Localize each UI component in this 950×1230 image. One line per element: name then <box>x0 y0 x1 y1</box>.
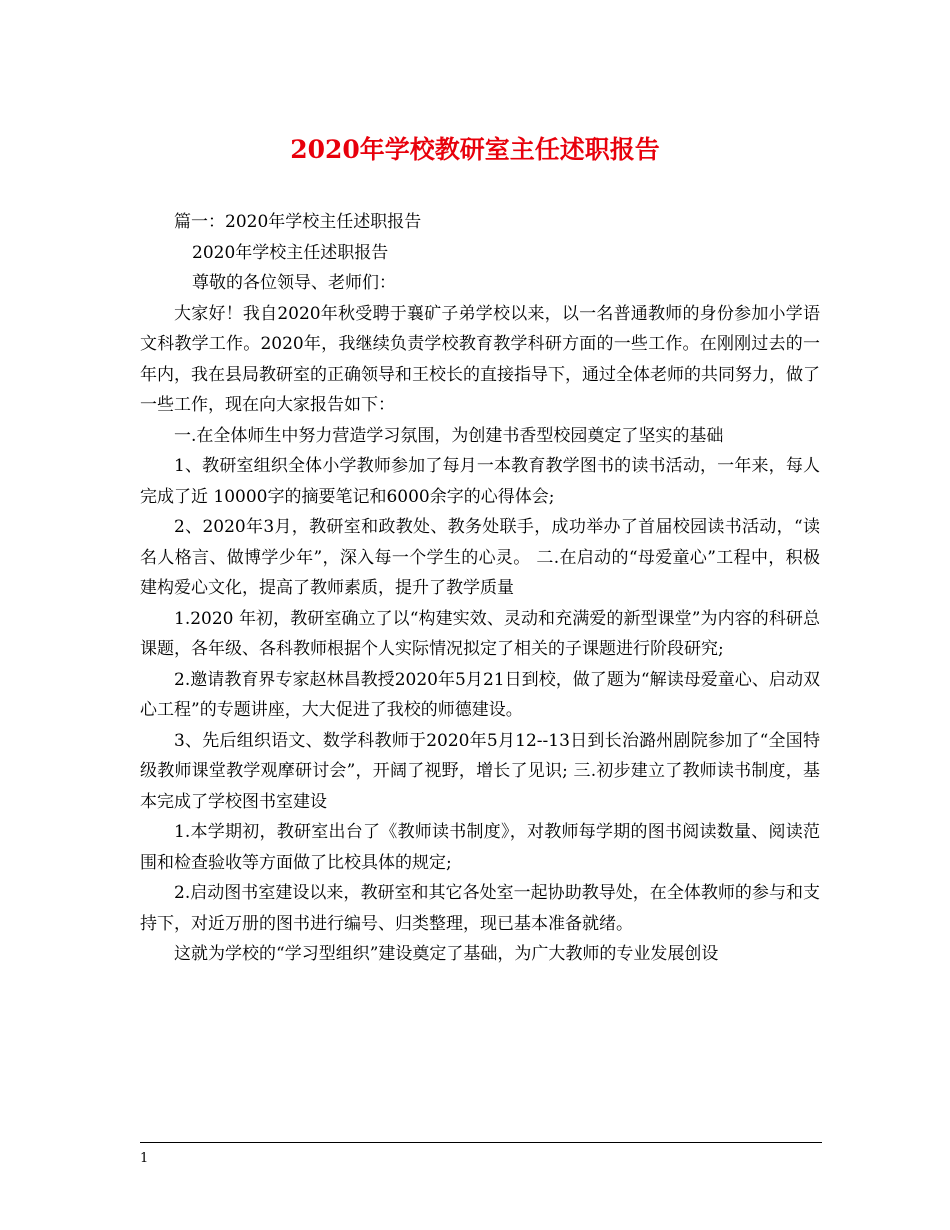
body-paragraph: 这就为学校的“学习型组织”建设奠定了基础，为广大教师的专业发展创设 <box>174 944 719 964</box>
body-paragraph: 2.邀请教育界专家赵林昌教授2020年5月21日到校，做了题为“解读母爱童心、启动双心工程”的专题讲座，大大促进了我校的师德建设。 <box>140 669 820 720</box>
document-body <box>140 207 820 970</box>
salutation: 尊敬的各位领导、老师们： <box>192 273 396 293</box>
footer-divider <box>140 1142 822 1143</box>
section-heading: 篇一：2020年学校主任述职报告 <box>174 212 422 232</box>
body-paragraph: 3、先后组织语文、数学科教师于2020年5月12--13日到长治潞州剧院参加了“全国特级教师课堂教学观摩研讨会”，开阔了视野，增长了见识; 三.初步建立了教师读书制度，基本完成了学校图书室建设 <box>140 730 820 812</box>
body-paragraph: 1.本学期初，教研室出台了《教师读书制度》，对教师每学期的图书阅读数量、阅读范围和检查验收等方面做了比校具体的规定; <box>140 822 820 873</box>
body-paragraph: 大家好！我自2020年秋受聘于襄矿子弟学校以来，以一名普通教师的身份参加小学语文科教学工作。2020年，我继续负责学校教育教学科研方面的一些工作。在刚刚过去的一年内，我在县局教研室的正确领导和王校长的直接指导下，通过全体老师的共同努力，做了一些工作，现在向大家报告如下： <box>140 303 820 415</box>
body-paragraph: 1、教研室组织全体小学教师参加了每月一本教育教学图书的读书活动，一年来，每人完成了近 10000字的摘要笔记和6000余字的心得体会; <box>140 456 820 507</box>
report-subtitle: 2020年学校主任述职报告 <box>192 242 389 263</box>
body-paragraph: 2.启动图书室建设以来，教研室和其它各处室一起协助教导处，在全体教师的参与和支持下，对近万册的图书进行编号、归类整理，现已基本准备就绪。 <box>140 883 820 934</box>
body-paragraph: 一.在全体师生中努力营造学习氛围，为创建书香型校园奠定了坚实的基础 <box>174 425 724 446</box>
body-paragraph: 2、2020年3月，教研室和政教处、教务处联手，成功举办了首届校园读书活动，“读名人格言、做博学少年”，深入每一个学生的心灵。 二.在启动的“母爱童心”工程中，积极建构爱心文化，提高了教师素质，提升了教学质量 <box>140 517 820 598</box>
body-paragraph: 1.2020 年初，教研室确立了以“构建实效、灵动和充满爱的新型课堂”为内容的科研总课题，各年级、各科教师根据个人实际情况拟定了相关的子课题进行阶段研究; <box>140 608 820 659</box>
page-number: 1 <box>140 1151 149 1166</box>
document-title: 2020年学校教研室主任述职报告 <box>290 135 660 164</box>
